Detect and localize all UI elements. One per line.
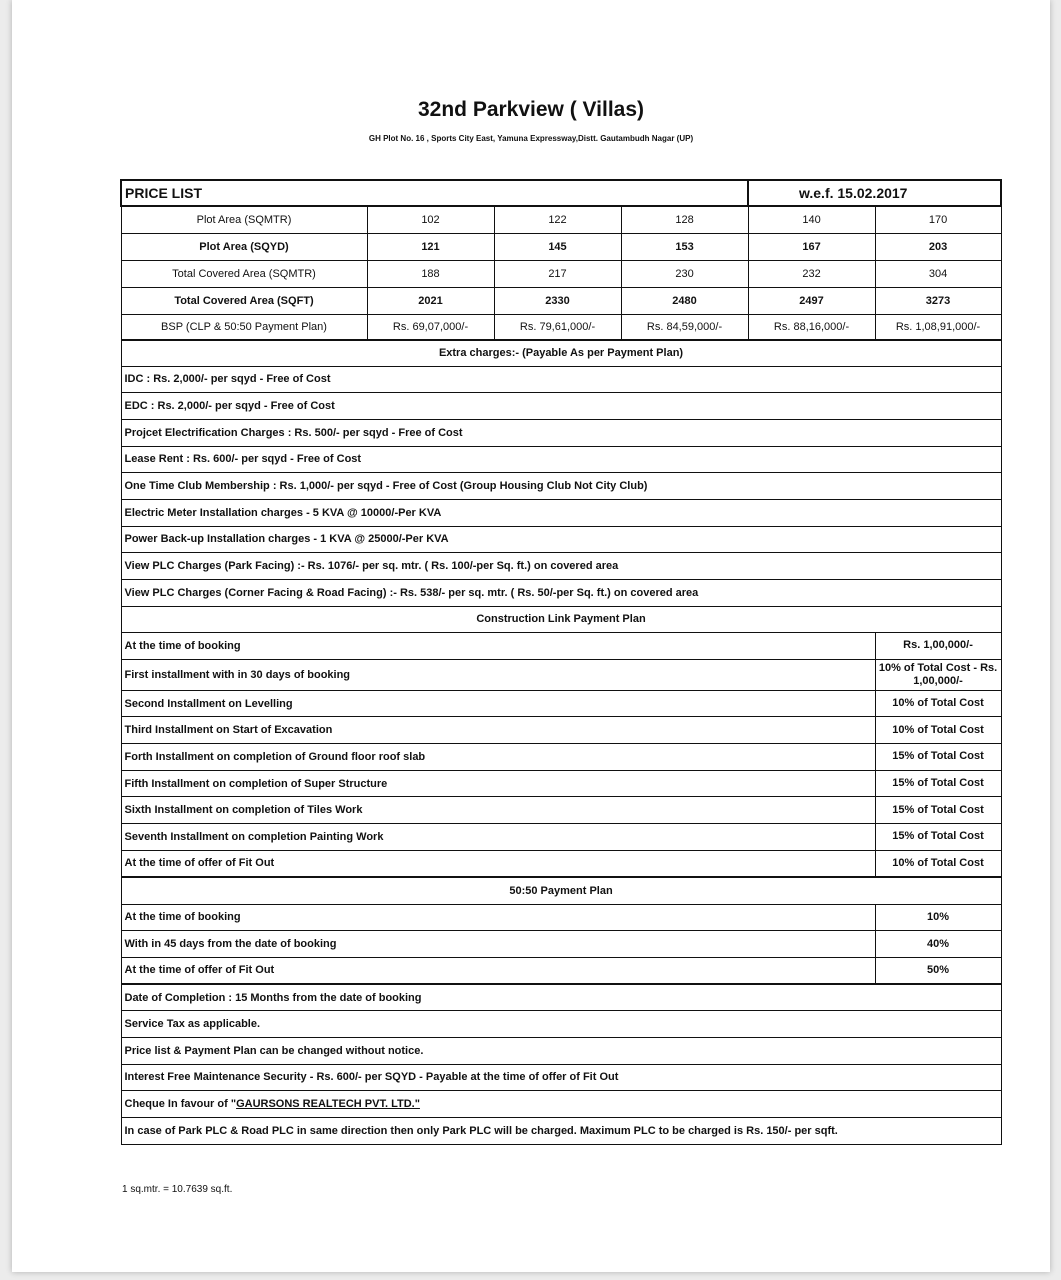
price-cell: 2330 bbox=[494, 287, 621, 314]
row-label: Plot Area (SQYD) bbox=[121, 233, 367, 260]
maintenance-note: Interest Free Maintenance Security - Rs. 600/- per SQYD - Payable at the time of offer of Fit Out bbox=[121, 1064, 1001, 1091]
cheque-payee: GAURSONS REALTECH PVT. LTD." bbox=[236, 1098, 420, 1111]
price-row-plot-sqyd bbox=[121, 233, 1001, 260]
clp-row bbox=[121, 632, 1001, 659]
plan-5050-stage: At the time of offer of Fit Out bbox=[121, 957, 875, 984]
price-cell: Rs. 79,61,000/- bbox=[494, 314, 621, 340]
price-cell: 140 bbox=[748, 206, 875, 233]
price-cell: 3273 bbox=[875, 287, 1001, 314]
extra-charge-row bbox=[121, 473, 1001, 500]
price-cell: 170 bbox=[875, 206, 1001, 233]
extra-charge-row bbox=[121, 526, 1001, 553]
extra-charge-item: EDC : Rs. 2,000/- per sqyd - Free of Cost bbox=[121, 393, 1001, 420]
price-cell: Rs. 69,07,000/- bbox=[367, 314, 494, 340]
plan-5050-amount: 50% bbox=[875, 957, 1001, 984]
clp-amount: 15% of Total Cost bbox=[875, 797, 1001, 824]
price-cell: 2021 bbox=[367, 287, 494, 314]
clp-stage: Third Installment on Start of Excavation bbox=[121, 717, 875, 744]
clp-stage: Sixth Installment on completion of Tiles Work bbox=[121, 797, 875, 824]
clp-amount: 10% of Total Cost bbox=[875, 850, 1001, 877]
extra-charge-row bbox=[121, 419, 1001, 446]
clp-stage: Fifth Installment on completion of Super Structure bbox=[121, 770, 875, 797]
extra-charge-item: IDC : Rs. 2,000/- per sqyd - Free of Cost bbox=[121, 366, 1001, 393]
plan-5050-row bbox=[121, 931, 1001, 958]
price-row-plot-sqmtr bbox=[121, 206, 1001, 233]
clp-row bbox=[121, 659, 1001, 690]
extra-charge-item: Power Back-up Installation charges - 1 KVA @ 25000/-Per KVA bbox=[121, 526, 1001, 553]
clp-row bbox=[121, 824, 1001, 851]
price-cell: 2480 bbox=[621, 287, 748, 314]
price-cell: Rs. 88,16,000/- bbox=[748, 314, 875, 340]
clp-amount: 15% of Total Cost bbox=[875, 770, 1001, 797]
price-cell: Rs. 84,59,000/- bbox=[621, 314, 748, 340]
price-row-covered-sqft bbox=[121, 287, 1001, 314]
clp-amount: 10% of Total Cost bbox=[875, 690, 1001, 717]
clp-row bbox=[121, 850, 1001, 877]
page-title: 32nd Parkview ( Villas) bbox=[417, 98, 645, 121]
plc-rule-note: In case of Park PLC & Road PLC in same direction then only Park PLC will be charged. Maximum PLC to be charged is Rs. 150/- per sqft. bbox=[121, 1118, 1001, 1145]
clp-stage: At the time of booking bbox=[121, 632, 875, 659]
clp-amount: 15% of Total Cost bbox=[875, 744, 1001, 771]
plan-5050-row bbox=[121, 904, 1001, 931]
plan-5050-amount: 10% bbox=[875, 904, 1001, 931]
clp-heading: Construction Link Payment Plan bbox=[121, 606, 1001, 632]
plan-5050-stage: At the time of booking bbox=[121, 904, 875, 931]
extra-charge-row bbox=[121, 393, 1001, 420]
plan-5050-stage: With in 45 days from the date of booking bbox=[121, 931, 875, 958]
extra-charge-item: Lease Rent : Rs. 600/- per sqyd - Free of Cost bbox=[121, 446, 1001, 473]
price-cell: 304 bbox=[875, 260, 1001, 287]
cheque-note bbox=[121, 1091, 1001, 1118]
note-row bbox=[121, 1091, 1001, 1118]
price-cell: 232 bbox=[748, 260, 875, 287]
extra-charge-item: Projcet Electrification Charges : Rs. 500/- per sqyd - Free of Cost bbox=[121, 419, 1001, 446]
clp-stage: At the time of offer of Fit Out bbox=[121, 850, 875, 877]
clp-amount: 15% of Total Cost bbox=[875, 824, 1001, 851]
clp-row bbox=[121, 797, 1001, 824]
extra-charge-row bbox=[121, 446, 1001, 473]
price-row-covered-sqmtr bbox=[121, 260, 1001, 287]
row-label: Total Covered Area (SQMTR) bbox=[121, 260, 367, 287]
clp-row bbox=[121, 744, 1001, 771]
note-row bbox=[121, 1037, 1001, 1064]
clp-stage: Seventh Installment on completion Painting Work bbox=[121, 824, 875, 851]
price-cell: 188 bbox=[367, 260, 494, 287]
plan-5050-row bbox=[121, 957, 1001, 984]
price-cell: 121 bbox=[367, 233, 494, 260]
extra-charge-row bbox=[121, 580, 1001, 607]
clp-amount: 10% of Total Cost - Rs. 1,00,000/- bbox=[875, 659, 1001, 690]
extra-charge-row bbox=[121, 366, 1001, 393]
clp-row bbox=[121, 690, 1001, 717]
extra-charge-row bbox=[121, 553, 1001, 580]
price-cell: 122 bbox=[494, 206, 621, 233]
clp-heading-row bbox=[121, 606, 1001, 632]
note-row bbox=[121, 984, 1001, 1011]
note-row bbox=[121, 1118, 1001, 1145]
clp-row bbox=[121, 717, 1001, 744]
completion-note: Date of Completion : 15 Months from the date of booking bbox=[121, 984, 1001, 1011]
plan-5050-heading: 50:50 Payment Plan bbox=[121, 877, 1001, 904]
price-cell: 145 bbox=[494, 233, 621, 260]
service-tax-note: Service Tax as applicable. bbox=[121, 1011, 1001, 1038]
price-list-heading: PRICE LIST bbox=[121, 180, 748, 206]
price-list-header-row bbox=[121, 180, 1001, 206]
row-label: Plot Area (SQMTR) bbox=[121, 206, 367, 233]
plan-5050-amount: 40% bbox=[875, 931, 1001, 958]
project-address: GH Plot No. 16 , Sports City East, Yamuna Expressway,Distt. Gautambudh Nagar (UP) bbox=[368, 134, 694, 143]
row-label: BSP (CLP & 50:50 Payment Plan) bbox=[121, 314, 367, 340]
change-notice-note: Price list & Payment Plan can be changed without notice. bbox=[121, 1037, 1001, 1064]
price-cell: 128 bbox=[621, 206, 748, 233]
extra-charge-item: View PLC Charges (Park Facing) :- Rs. 1076/- per sq. mtr. ( Rs. 100/-per Sq. ft.) on covered area bbox=[121, 553, 1001, 580]
extra-charges-heading-row bbox=[121, 340, 1001, 366]
row-label: Total Covered Area (SQFT) bbox=[121, 287, 367, 314]
price-cell: 217 bbox=[494, 260, 621, 287]
price-cell: 167 bbox=[748, 233, 875, 260]
note-row bbox=[121, 1064, 1001, 1091]
clp-stage: First installment with in 30 days of booking bbox=[121, 659, 875, 690]
price-cell: 2497 bbox=[748, 287, 875, 314]
conversion-footnote: 1 sq.mtr. = 10.7639 sq.ft. bbox=[122, 1184, 233, 1195]
extra-charge-row bbox=[121, 499, 1001, 526]
clp-amount: 10% of Total Cost bbox=[875, 717, 1001, 744]
cheque-prefix: Cheque In favour of " bbox=[124, 1098, 237, 1111]
clp-amount: Rs. 1,00,000/- bbox=[875, 632, 1001, 659]
price-cell: 230 bbox=[621, 260, 748, 287]
price-cell: 153 bbox=[621, 233, 748, 260]
clp-stage: Second Installment on Levelling bbox=[121, 690, 875, 717]
clp-stage: Forth Installment on completion of Ground floor roof slab bbox=[121, 744, 875, 771]
price-row-bsp bbox=[121, 314, 1001, 340]
extra-charge-item: One Time Club Membership : Rs. 1,000/- per sqyd - Free of Cost (Group Housing Club Not City Club) bbox=[121, 473, 1001, 500]
price-sheet bbox=[12, 0, 1050, 1272]
note-row bbox=[121, 1011, 1001, 1038]
price-cell: Rs. 1,08,91,000/- bbox=[875, 314, 1001, 340]
price-cell: 203 bbox=[875, 233, 1001, 260]
clp-row bbox=[121, 770, 1001, 797]
extra-charge-item: Electric Meter Installation charges - 5 KVA @ 10000/-Per KVA bbox=[121, 499, 1001, 526]
plan-5050-heading-row bbox=[121, 877, 1001, 904]
price-table bbox=[120, 179, 1002, 1145]
price-cell: 102 bbox=[367, 206, 494, 233]
extra-charges-heading: Extra charges:- (Payable As per Payment Plan) bbox=[121, 340, 1001, 366]
effective-date: w.e.f. 15.02.2017 bbox=[748, 180, 1001, 206]
extra-charge-item: View PLC Charges (Corner Facing & Road Facing) :- Rs. 538/- per sq. mtr. ( Rs. 50/-per Sq. ft.) on covered area bbox=[121, 580, 1001, 607]
